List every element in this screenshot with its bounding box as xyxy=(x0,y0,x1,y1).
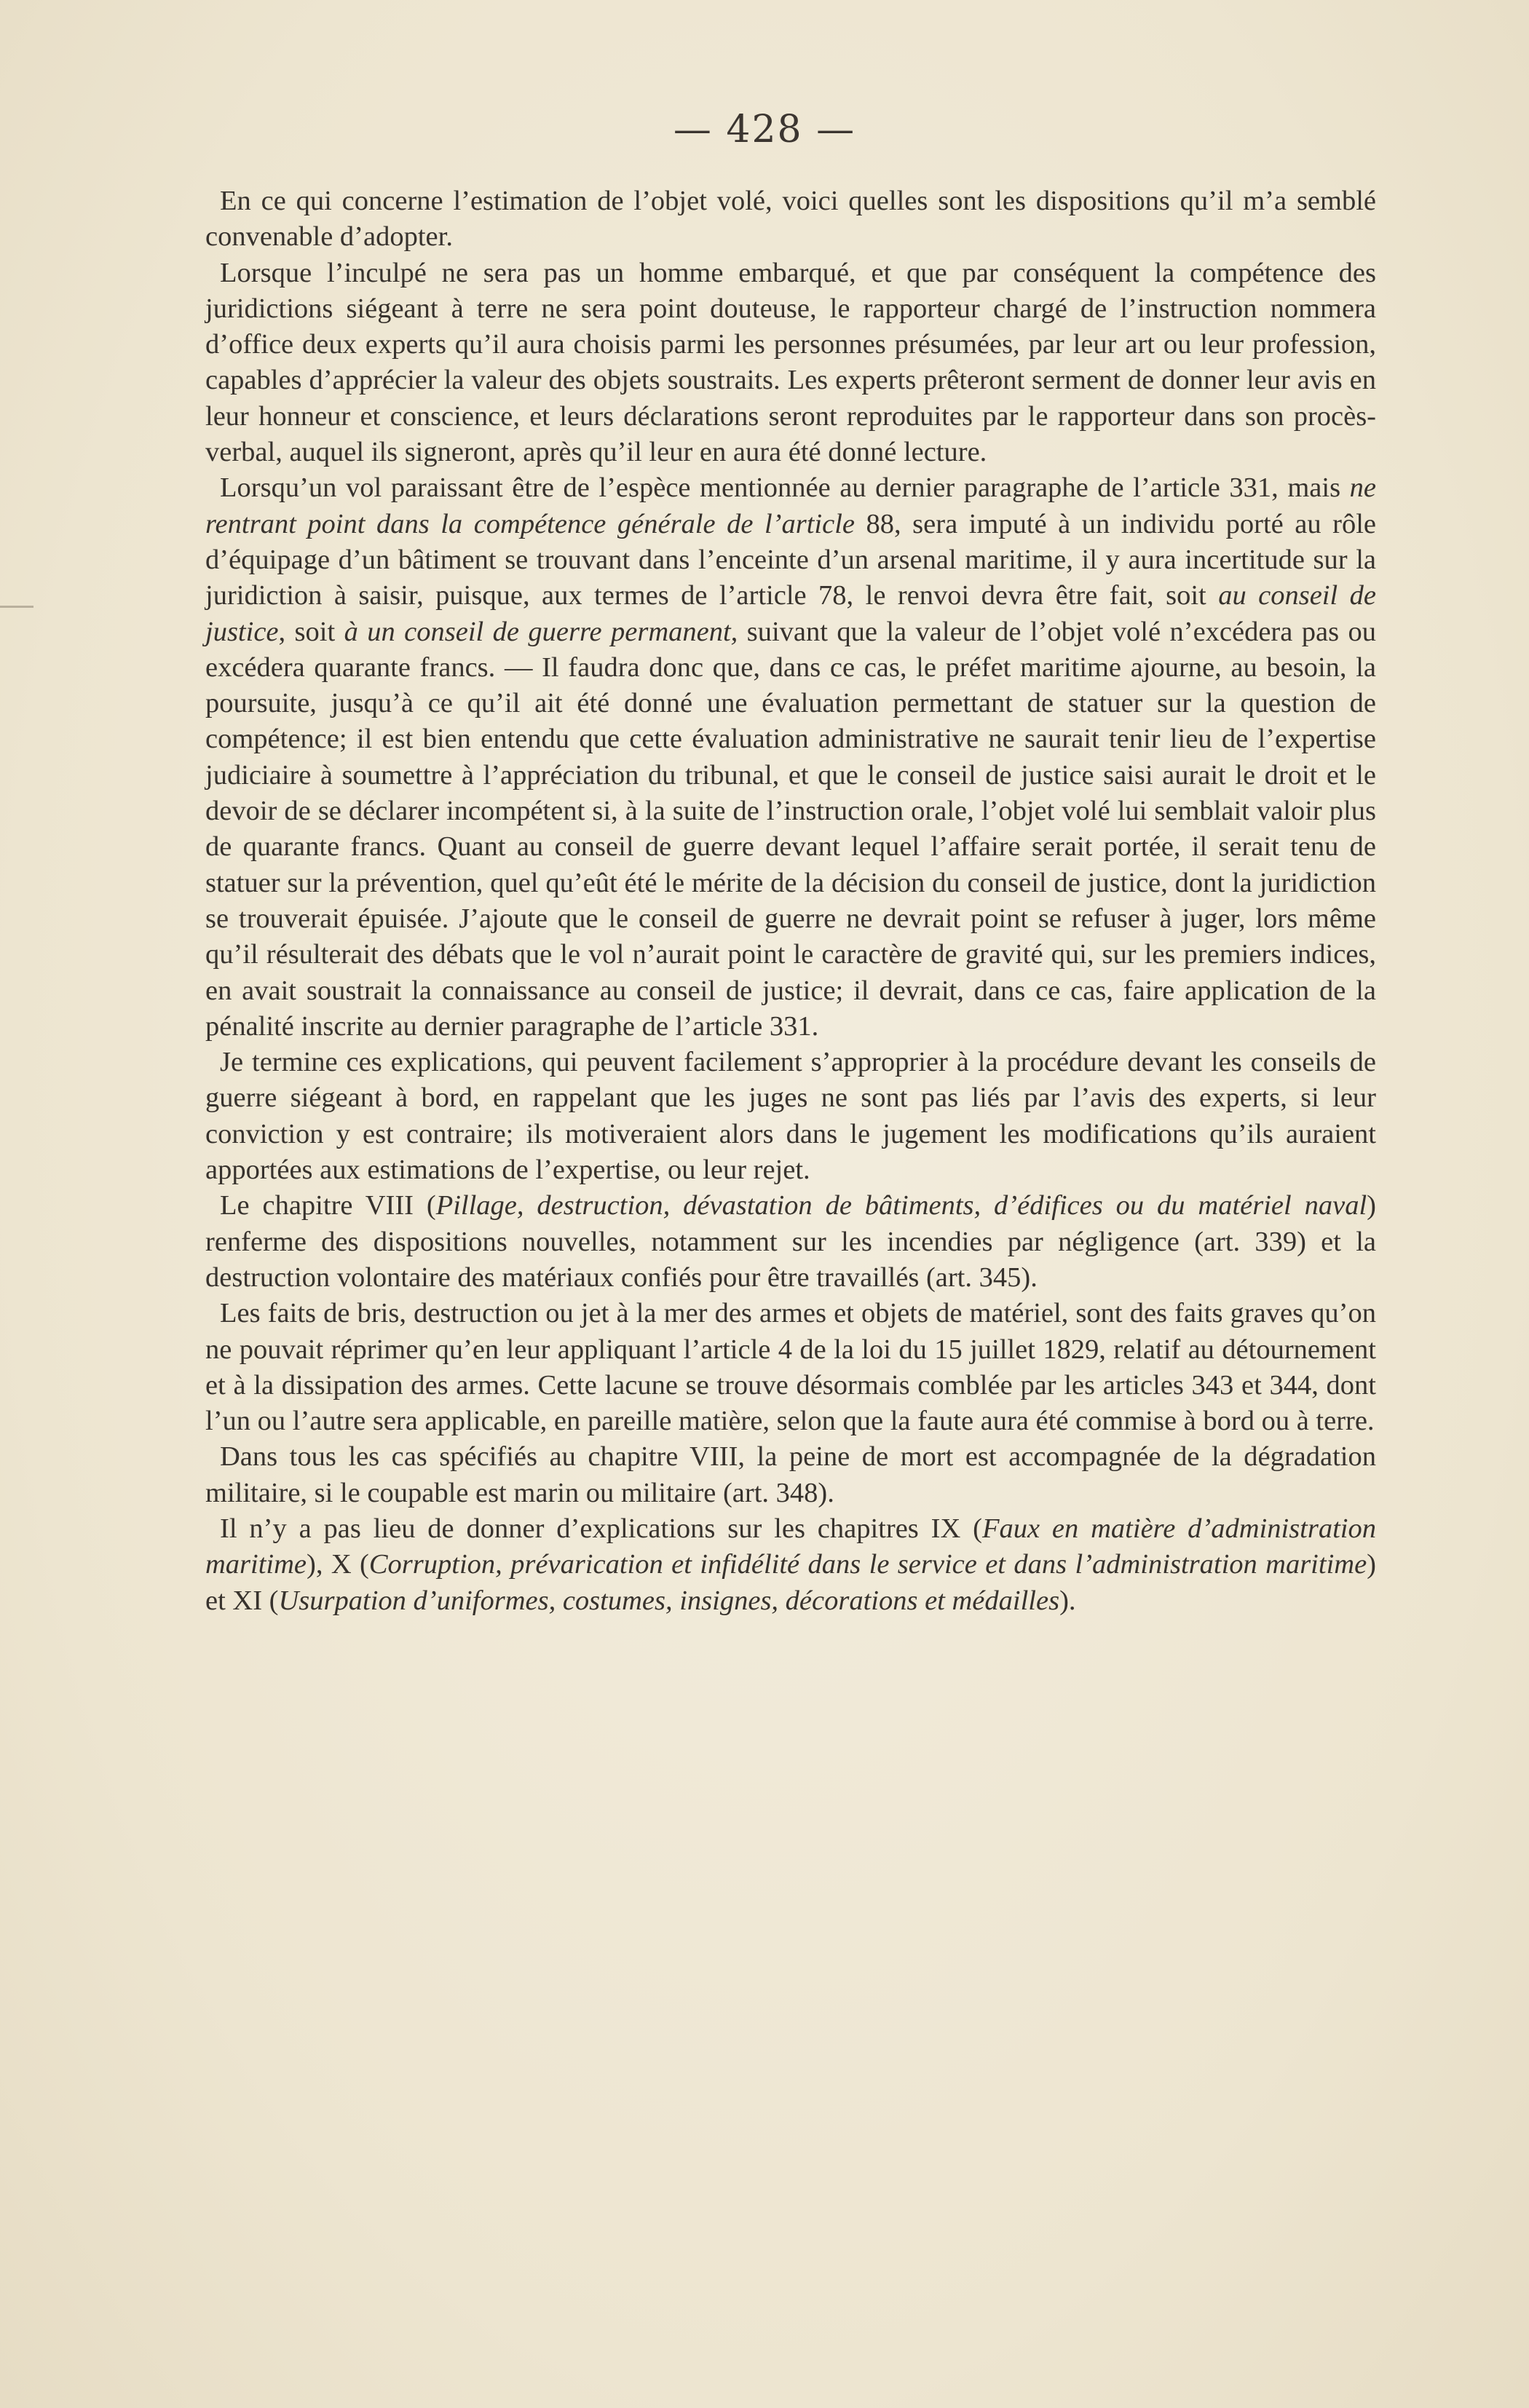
text-run: Il n’y a pas lieu de donner d’explications sur les chapitres IX ( xyxy=(220,1513,982,1544)
text-run: 88, sera imputé à un individu porté au rôle d’équipage d’un bâtiment se trouvant dans l’enceinte d’un arsenal maritime, il y aura incertitude sur la juridiction à saisir, puisque, aux termes de l’article 78, le renvoi devra être fait, soit xyxy=(205,508,1376,611)
text-run: Lorsqu’un vol paraissant être de l’espèce mentionnée au dernier paragraphe de l’article 331, mais xyxy=(220,472,1350,504)
italic-text: Usurpation d’uniformes, costumes, insignes, décorations et médailles xyxy=(278,1585,1060,1616)
italic-text: ne rentrant point dans la compétence générale de l’article xyxy=(205,472,1376,539)
text-run: suivant que la valeur de l’objet volé n’excédera pas ou excédera quarante francs. — Il faudra donc que, dans ce cas, le préfet maritime ajourne, au besoin, la poursuite, jusqu’à ce qu’il ait été donné une évaluation permettant de statuer sur la question de compétence; il est bien entendu que cette évaluation administrative ne saurait tenir lieu de l’expertise judiciaire à soumettre à l’appréciation du tribunal, et que le conseil de justice saisi aurait le droit et le devoir de se déclarer incompétent si, à la suite de l’instruction orale, l’objet volé lui semblait valoir plus de quarante francs. Quant au conseil de guerre devant lequel l’affaire serait portée, il serait tenu de statuer sur la prévention, quel qu’eût été le mérite de la décision du conseil de justice, dont la juridiction se trouverait épuisée. J’ajoute que le conseil de guerre ne devrait point se refuser à juger, lors même qu’il résulterait des débats que le vol n’aurait point le caractère de gravité qui, sur les premiers indices, en avait soustrait la connaissance au conseil de justice; il devrait, dans ce cas, faire application de la pénalité inscrite au dernier paragraphe de l’article 331. xyxy=(205,616,1376,1042)
paragraph xyxy=(205,1188,1376,1296)
text-run: Les faits de bris, destruction ou jet à la mer des armes et objets de matériel, sont des faits graves qu’on ne pouvait réprimer qu’en leur appliquant l’article 4 de la loi du 15 juillet 1829, relatif au détournement et à la dissipation des armes. Cette lacune se trouve désormais comblée par les articles 343 et 344, dont l’un ou l’autre sera applicable, en pareille matière, selon que la faute aura été commise à bord ou à terre. xyxy=(205,1298,1376,1437)
italic-text: Pillage, destruction, dévastation de bâtiments, d’édifices ou du matériel naval xyxy=(435,1190,1367,1221)
italic-text: Faux en matière d’administration maritime xyxy=(205,1513,1376,1580)
text-run: ) et XI ( xyxy=(205,1549,1376,1616)
italic-text: Corruption, prévarication et infidélité dans le service et dans l’administration maritime xyxy=(368,1549,1367,1580)
paragraph xyxy=(205,1045,1376,1188)
text-run: Lorsque l’inculpé ne sera pas un homme embarqué, et que par conséquent la compétence des juridictions siégeant à terre ne sera point douteuse, le rapporteur chargé de l’instruction nommera d’office deux experts qu’il aura choisis parmi les personnes présumées, par leur art ou leur profession, capables d’apprécier la valeur des objets soustraits. Les experts prêteront serment de donner leur avis en leur honneur et conscience, et leurs déclarations seront reproduites par le rapporteur dans son procès-verbal, auquel ils signeront, après qu’il leur en aura été donné lecture. xyxy=(205,257,1376,468)
paragraph xyxy=(205,470,1376,1045)
paragraph xyxy=(205,1439,1376,1511)
italic-text: au conseil de justice xyxy=(205,580,1376,647)
paragraph xyxy=(205,1296,1376,1439)
page-number: — 428 — xyxy=(673,108,856,151)
text-run: Dans tous les cas spécifiés au chapitre VIII, la peine de mort est accompagnée de la dégradation militaire, si le coupable est marin ou militaire (art. 348). xyxy=(205,1441,1376,1508)
body-text xyxy=(205,183,1376,1619)
italic-text: à un conseil de guerre permanent, xyxy=(344,616,738,647)
text-run: En ce qui concerne l’estimation de l’objet volé, voici quelles sont les dispositions qu’il m’a semblé convenable d’adopter. xyxy=(205,186,1376,253)
paragraph xyxy=(205,183,1376,256)
text-run: ). xyxy=(1059,1585,1076,1616)
text-run: ), X ( xyxy=(307,1549,369,1580)
text-run: Le chapitre VIII ( xyxy=(220,1190,436,1221)
text-run: ) renferme des dispositions nouvelles, notamment sur les incendies par négligence (art. 339) et la destruction volontaire des matériaux confiés pour être travaillés (art. 345). xyxy=(205,1190,1376,1293)
text-run: , soit xyxy=(278,616,344,647)
text-run: Je termine ces explications, qui peuvent facilement s’approprier à la procédure devant les conseils de guerre siégeant à bord, en rappelant que les juges ne sont pas liés par l’avis des experts, si leur conviction y est contraire; ils motiveraient alors dans le jugement les modifications qu’ils auraient apportées aux estimations de l’expertise, ou leur rejet. xyxy=(205,1047,1376,1186)
paragraph xyxy=(205,256,1376,471)
paragraph xyxy=(205,1511,1376,1619)
margin-mark xyxy=(0,606,33,608)
